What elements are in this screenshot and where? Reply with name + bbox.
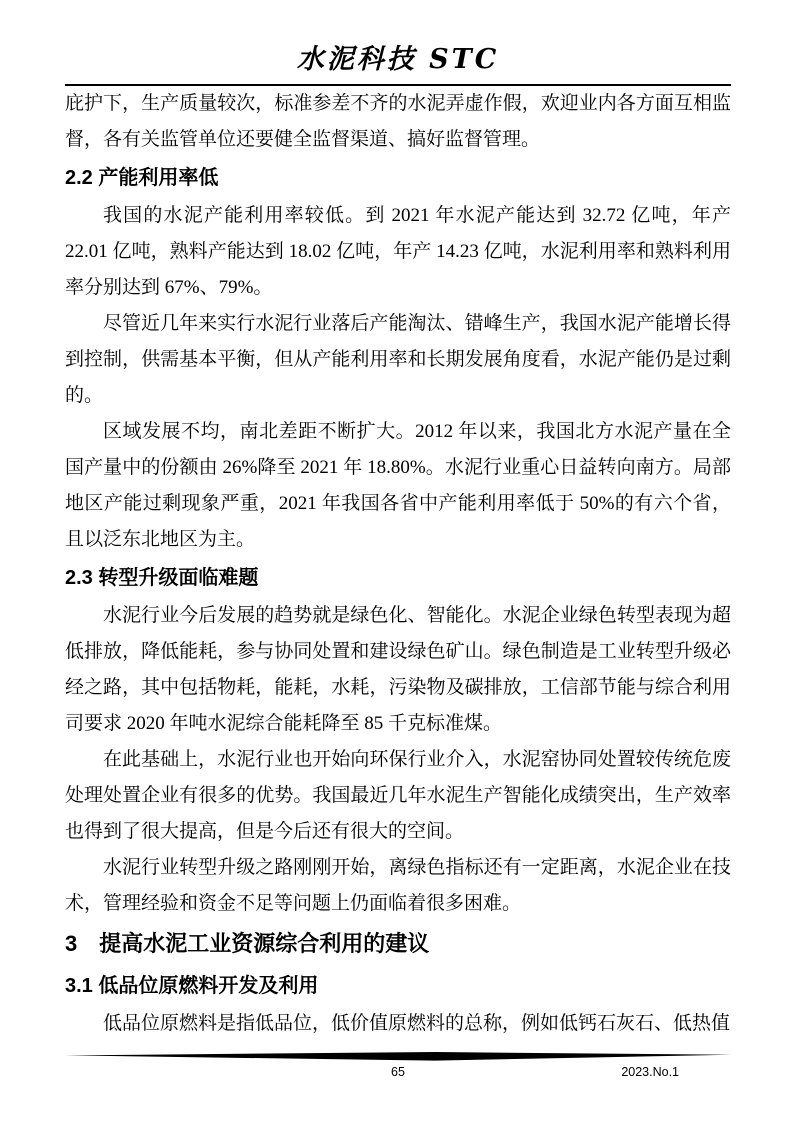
- section-heading-2-2: 2.2 产能利用率低: [65, 167, 219, 189]
- article-content: [65, 86, 731, 1042]
- paragraph: 在此基础上，水泥行业也开始向环保行业介入，水泥窑协同处置较传统危废处理处置企业有很多的优势。我国最近几年水泥生产智能化成绩突出，生产效率也得到了很大提高，但是今后还有很大的空间。: [65, 749, 731, 842]
- issue-number: 2023.No.1: [621, 1065, 679, 1079]
- section-heading-2-3: 2.3 转型升级面临难题: [65, 567, 259, 589]
- paragraph: 水泥行业转型升级之路刚刚开始，离绿色指标还有一定距离，水泥企业在技术，管理经验和资金不足等问题上仍面临着很多困难。: [65, 857, 731, 914]
- paragraph: 我国的水泥产能利用率较低。到 2021 年水泥产能达到 32.72 亿吨，年产 22.01 亿吨，熟料产能达到 18.02 亿吨，年产 14.23 亿吨，水泥利用率和熟料利用率分别达到 67%、79%。: [65, 205, 731, 298]
- footer-row: [65, 1062, 731, 1082]
- paragraph: 尽管近几年来实行水泥行业落后产能淘汰、错峰生产，我国水泥产能增长得到控制，供需基本平衡，但从产能利用率和长期发展角度看，水泥产能仍是过剩的。: [65, 313, 731, 406]
- section-heading-3: 3 提高水泥工业资源综合利用的建议: [65, 931, 430, 956]
- footer-divider: [65, 1052, 731, 1061]
- paragraph-continued: 庇护下，生产质量较次，标准参差不齐的水泥弄虚作假，欢迎业内各方面互相监督，各有关监管单位还要健全监督渠道、搞好监督管理。: [65, 93, 731, 150]
- paragraph: 区域发展不均，南北差距不断扩大。2012 年以来，我国北方水泥产量在全国产量中的份额由 26%降至 2021 年 18.80%。水泥行业重心日益转向南方。局部地区产能过剩现象严重，2021 年我国各省中产能利用率低于 50%的有六个省，且以泛东北地区为主。: [65, 421, 731, 550]
- page-number: 65: [391, 1065, 405, 1079]
- section-heading-3-1: 3.1 低品位原燃料开发及利用: [65, 975, 319, 997]
- paragraph: 低品位原燃料是指低品位，低价值原燃料的总称，例如低钙石灰石、低热值: [103, 1013, 731, 1034]
- page-footer: [65, 1052, 731, 1082]
- paragraph: 水泥行业今后发展的趋势就是绿色化、智能化。水泥企业绿色转型表现为超低排放，降低能耗，参与协同处置和建设绿色矿山。绿色制造是工业转型升级必经之路，其中包括物耗，能耗，水耗，污染物及碳排放，工信部节能与综合利用司要求 2020 年吨水泥综合能耗降至 85 千克标准煤。: [65, 605, 731, 734]
- journal-title: 水泥科技 STC: [296, 44, 500, 75]
